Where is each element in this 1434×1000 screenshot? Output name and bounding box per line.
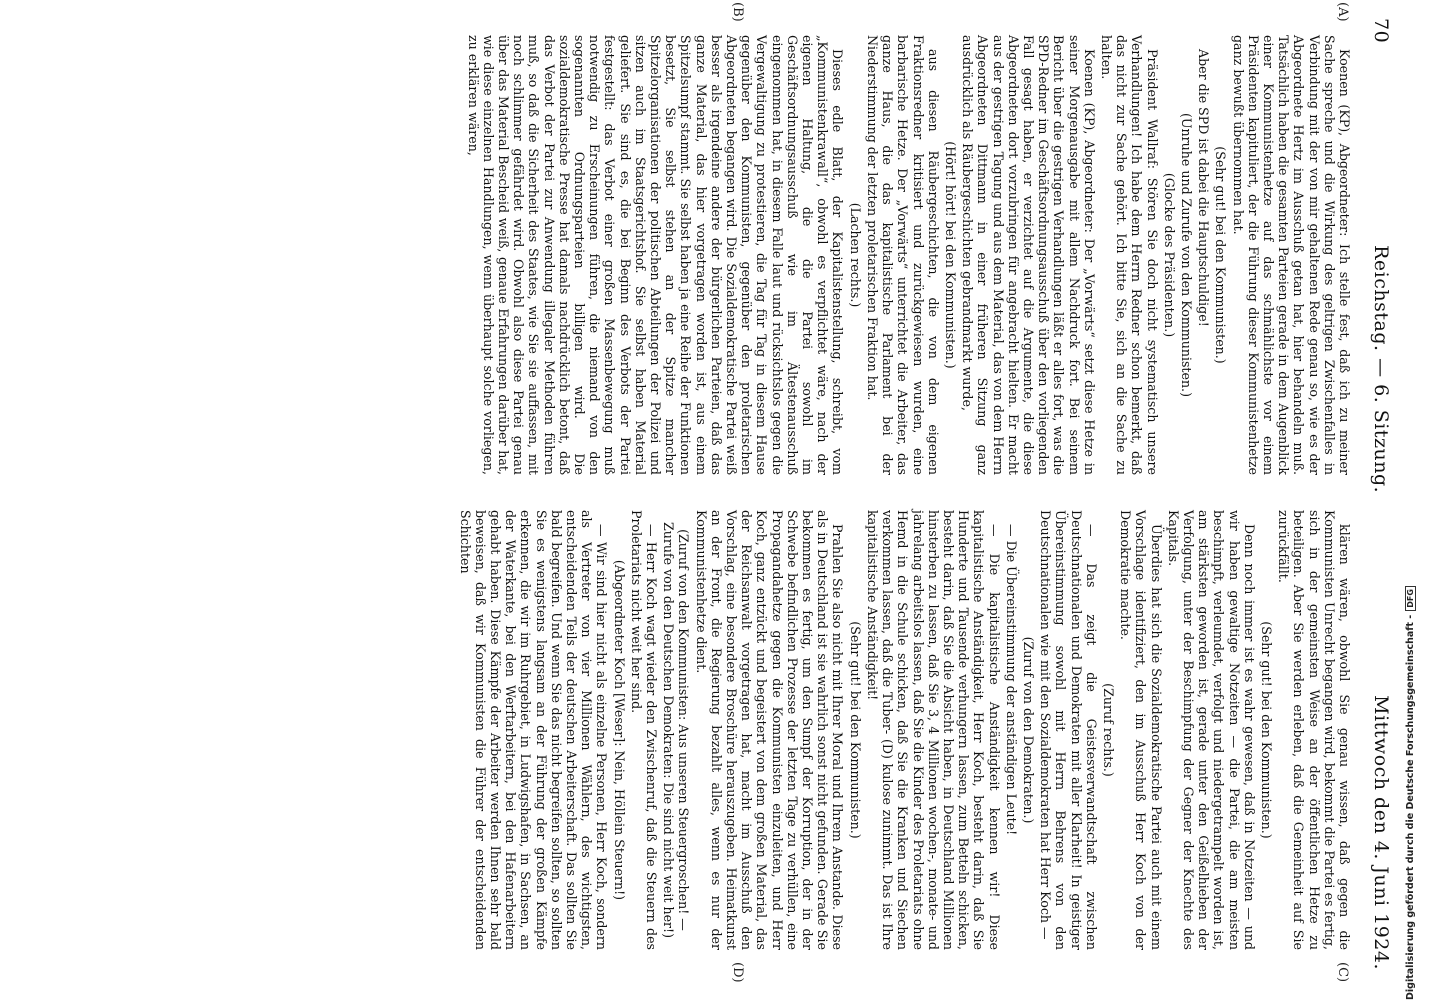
digitization-footer [1400, 589, 1420, 1000]
paragraph: — Das zeigt die Geistesverwandtschaft zwischen Deutschnationalen und Demokraten mit aller Klarheit! In geistiger Übereinstimmung sowohl mit Herrn Behrens von den Deutschnationalen wie mit den Sozialdemokraten hat Herr Koch — [1038, 510, 1099, 950]
paragraph: Dieses edle Blatt, der Kapitalistenstellung, schreibt, vom „Kommunistenkrawall“, obwohl es verpflichtet wäre, nach der eigenen Haltung, die die Partei sowohl im Geschäftsordnungsausschuß wie im Ältestenausschuß eingenommen hat, in diesem Falle laut und rücksichtslos gegen die Vergewaltigung zu protestieren, die Tag für Tag in diesem Hause gegenüber den Kommunisten, gegenüber den proletarischen Abgeordneten begangen wird. Die Sozialdemokratische Partei weiß besser als irgendeine andere der bürgerlichen Parteien, daß das ganze Material, das hier vorgetragen worden ist, aus einem Spitzelsumpf stammt. Sie selbst haben ja eine Reihe der Funktionen besetzt, Sie selbst stehen an der Spitze mancher Spitzelorganisationen der politischen Abteilungen der Polizei und sitzen auch im Staatsgerichtshof. Sie selbst haben Material geliefert. Sie sind es, die bei Beginn des Verbots der Partei festgestellt: das Verbot einer großen Massenbewegung muß notwendig zu Erscheinungen führen, die niemand von den sogenannten Ordnungsparteien billigen wird. Die sozialdemokratische Presse hat damals nachdrücklich betont, daß das Verbot der Partei zur Anwendung illegaler Methoden führen muß, so daß die Sicherheit des Staates, wie Sie sie auffassen, mit noch schlimmer gefährdet wird. Obwohl also diese Partei genau über das Material Bescheid weiß, genaue Erfahrungen darüber hat, wie diese einzelnen Handlungen, wenn überhaupt solche vorliegen, zu erklären wären, [465, 35, 846, 475]
paragraph: (Sehr gut! bei den Kommunisten.) [1213, 146, 1229, 364]
paragraph: — Die kapitalistische Anständigkeit kennen wir! Diese kapitalistische Anständigkeit, Herr Koch, besteht darin, daß Sie Hunderte und Tausende verhungern lassen, zum Betteln schicken, besteht darin, daß Sie die Absicht haben, in Deutschland Millionen hinsterben zu lassen, daß Sie 3, 4 Millionen wochen-, monate- und jahrelang arbeitslos lassen, daß Sie die Kinder des Proletariats ohne Hemd in die Schule schicken, daß Sie die Kranken und Siechen verkommen lassen, daß die Tuber- (D) kulose zunimmt. Das ist Ihre kapitalistische Anständigkeit! [864, 510, 1002, 950]
page-header [1364, 18, 1398, 970]
paragraph: Prahlen Sie also nicht mit Ihrer Moral und Ihrem Anstande. Diese als in Deutschland ist sie wahrlich sonst nicht gefunden. Gerade Sie bekommen es fertig, um den Sumpf der Korruption, der in der Schwebe befindlichen Prozesse der letzten Tage zu verhüllen, eine Propagandahetze gegen die Kommunisten einzuleiten, und Herr Koch, ganz entzückt und begeistert von dem großen Material, das der Reichsanwalt vorgetragen hat, macht im Ausschuß den Vorschlag, eine besondere Broschüre herauszugeben. Heimatkunst an der Front, die Regierung bezahlt alles, wenn es nur der Kommunistenhetze dient. [693, 510, 846, 950]
paragraph: — Herr Koch wagt wieder den Zwischenruf, daß die Steuern des Proletariats nicht weit her sind. [628, 510, 660, 950]
paragraph: — Wir sind hier nicht als einzelne Personen, Herr Koch, sondern als Vertreter von vier Millionen Wählern, des wichtigsten, entscheidenden Teils der deutschen Arbeiterschaft. Das sollten Sie bald begreifen. Und wenn Sie das nicht begreifen sollten, so sollten Sie es wenigstens langsam an der Führung der großen Kämpfe erkennen, die wir im Ruhrgebiet, in Ludwigshafen, in Sachsen, an der Waterkante, bei den Werftarbeitern, bei den Hafenarbeitern gehabt haben. Diese Kämpfe der Arbeiter werden Ihnen sehr bald beweisen, daß wir Kommunisten die Führer der entscheidenden Schichten [457, 510, 610, 950]
paragraph: (Zuruf von den Demokraten.) [1020, 636, 1036, 824]
page-title: Reichstag. — 6. Sitzung. [1370, 245, 1392, 494]
margin-mark-c: (C) [1335, 962, 1350, 983]
paragraph: (Abgeordneter Koch [Weser]: Nein, Höllein Steuern!) [611, 559, 627, 901]
paragraph: klären wären, obwohl Sie genau wissen, daß gegen die Kommunisten Unrecht begangen wird, bekommt die Partei es fertig, sich in der gemeinsten Weise an der öffentlichen Hetze zu beteiligen. Aber Sie werden erleben, daß die Gemeinheit auf Sie zurückfällt. [1276, 510, 1352, 950]
paragraph: (Sehr gut! bei den Kommunisten.) [1258, 621, 1274, 839]
page-number: 70 [1370, 18, 1392, 44]
footer-text: Digitalisierung gefördert durch die Deutsche Forschungsgemeinschaft - [1404, 614, 1416, 1000]
dfg-logo: DFG [1405, 586, 1416, 611]
paragraph: (Zuruf rechts.) [1100, 683, 1116, 777]
paragraph: Koenen (KP), Abgeordneter: Ich stelle fest, daß ich zu meiner Sache spreche und die Wirkung des geltrigen Zwischenfalles in Verbindung mit der von mir gehaltenen Rede genau so, wie es der Abgeordnete Hertz im Ausschuß getan hat, hier behandeln muß. Tatsächlich haben die gesamten Parteien gerade in dem Augenblick einer Kommunistenhetze auf das schmählichste vor einem Präsidenten kapituliert, der die Führung dieser Kommunistenhetze ganz bewußt übernommen hat. [1230, 35, 1352, 475]
right-text-column [455, 510, 1352, 950]
paragraph: aus diesen Räubergeschichten, die von dem eigenen Fraktionsredner kritisiert und zurückgewiesen wurden, eine barbarische Hetze. Der „Vorwärts“ unterrichtet die Arbeiter, das ganze Haus, die das kapitalistische Parlament bei der Niederstimmung der letzten proletarischen Fraktion hat. [864, 35, 941, 475]
paragraph: — Die Übereinstimmung der anständigen Leute! [1003, 524, 1019, 836]
margin-mark-b: (B) [730, 2, 745, 22]
page-date: Mittwoch den 4. Juni 1924. [1370, 695, 1392, 970]
paragraph: (Glocke des Präsidenten.) [1161, 172, 1177, 338]
margin-mark-d: (D) [730, 962, 745, 983]
margin-mark-a: (A) [1335, 2, 1350, 22]
paragraph: Koenen (KP), Abgeordneter: Der „Vorwärts“ setzt diese Hetze in seiner Morgenausgabe mit allem Nachdruck fort. Bei seinem Bericht über die gestrigen Verhandlungen läßt er alles fort, was die SPD-Redner im Geschäftsordnungsausschuß über den vorliegenden Fall gesagt haben, er verzichtet auf die Argumente, die diese Abgeordneten dort vorzubringen für angebracht hielten. Er macht aus der gestrigen Tagung und aus dem Material, das von dem Herrn Abgeordneten Dittmann in einer früheren Sitzung ganz ausdrücklich als Räubergeschichten gebrandmarkt wurde, [960, 35, 1097, 475]
left-text-column [463, 35, 1352, 475]
paragraph: Denn noch immer ist es wahr gewesen, daß in Notzeiten — und wir haben gewaltige Notzeiten — die Partei, die am meisten beschimpft, verleumdet, verfolgt und niedergetrampelt worden ist, am stärksten geworden ist, gerade unter den Geißelhieben der Verfolgung, unter der Beschimpfung der Gegner der Knechte des Kapitals. [1165, 510, 1257, 950]
paragraph: (Lachen rechts.) [847, 202, 863, 308]
paragraph: Präsident Wallraf: Stören Sie doch nicht systematisch unsere Verhandlungen! Ich habe dem Herrn Redner schon bemerkt, daß das nicht zur Sache gehört. Ich bitte Sie, sich an die Sache zu halten. [1098, 35, 1160, 475]
paragraph: Überdies hat sich die Sozialdemokratische Partei auch mit einem Vorschlage identifiziert, den im Ausschuß Herr Koch von der Demokratie machte. [1118, 510, 1164, 950]
paragraph: (Hört! hört! bei den Kommunisten.) [942, 141, 958, 369]
paragraph: Aber die SPD ist dabei die Hauptschuldige! [1196, 49, 1212, 327]
paragraph: (Zuruf von den Kommunisten: Aus unseren Steuergroschen! — Zurufe von den Deutschen Demokraten: Die sind nicht weit her!) [661, 521, 692, 939]
paragraph: (Unruhe und Zurufe von den Kommunisten.) [1178, 113, 1194, 397]
paragraph: (Sehr gut! bei den Kommunisten.) [847, 621, 863, 839]
